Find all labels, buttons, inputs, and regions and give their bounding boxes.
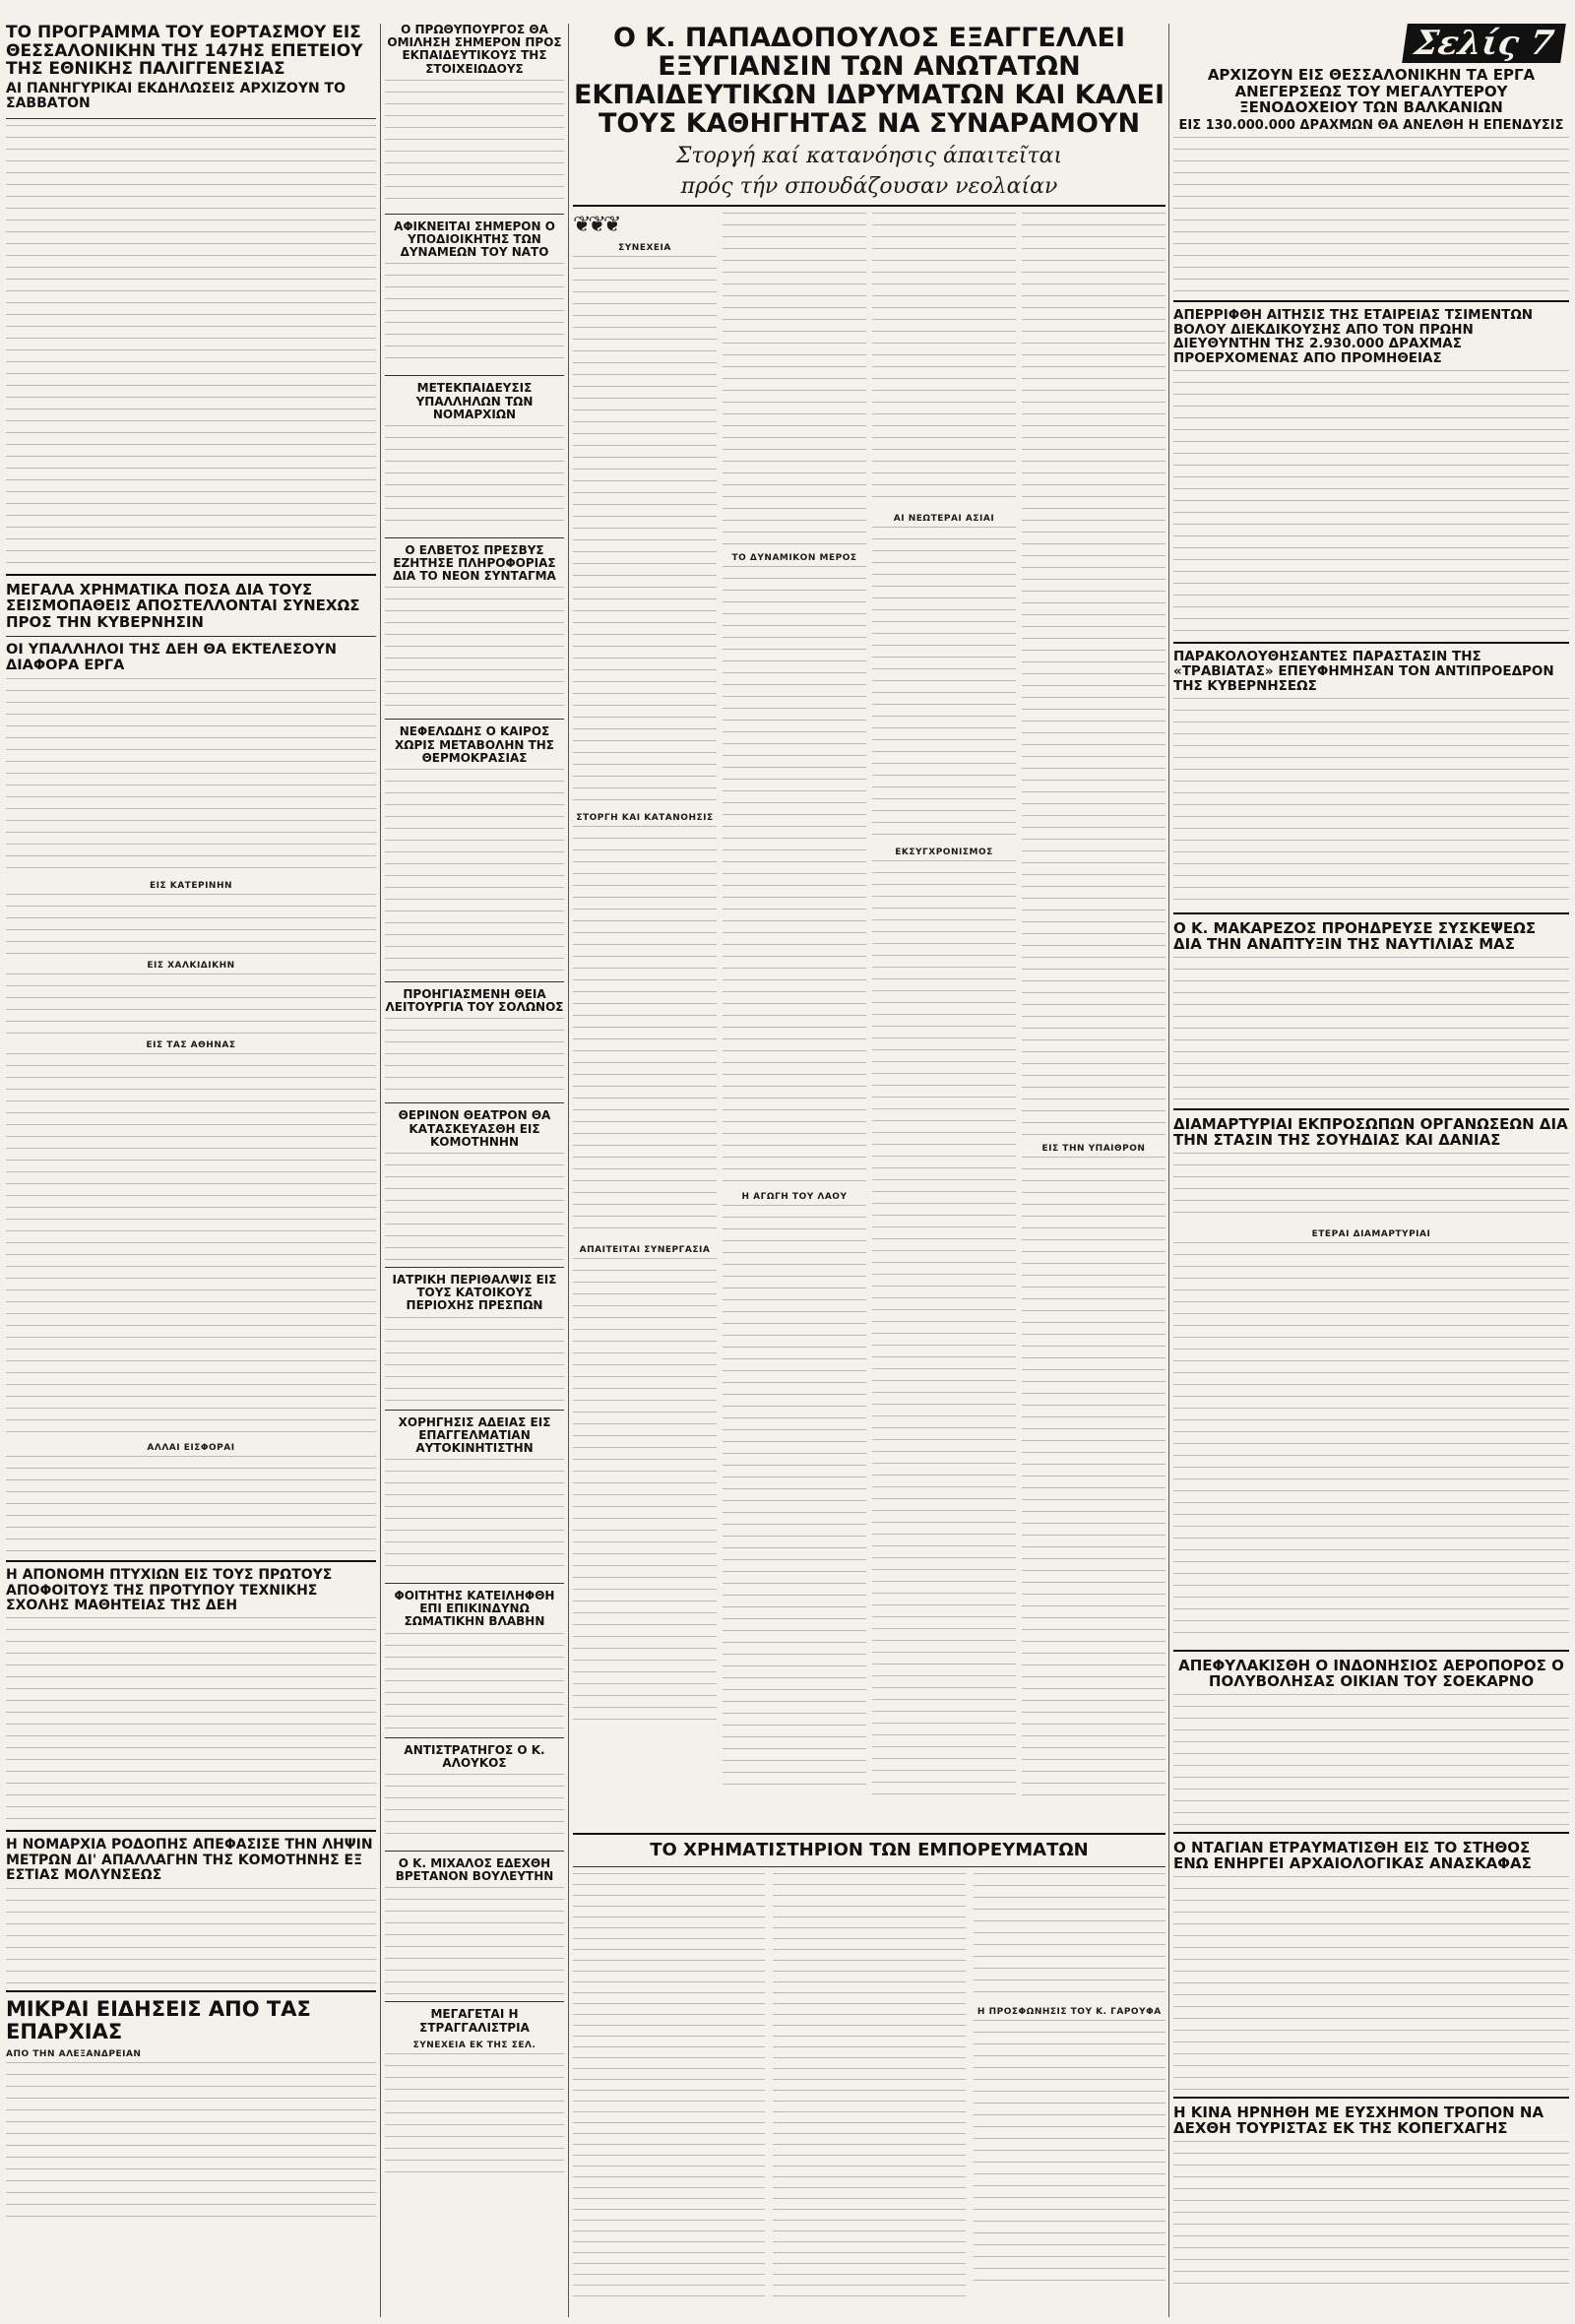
- section-label: ΕΙΣ ΤΑΣ ΑΘΗΝΑΣ: [146, 1040, 236, 1051]
- article-body: [385, 425, 564, 532]
- headline-province-news: ΜΙΚΡΑΙ ΕΙΔΗΣΕΙΣ ΑΠΟ ΤΑΣ ΕΠΑΡΧΙΑΣ: [6, 1996, 311, 2043]
- main-subcolumn: [723, 213, 866, 1827]
- article-body: [385, 80, 564, 208]
- headline-student-arrested: ΦΟΙΤΗΤΗΣ ΚΑΤΕΙΛΗΦΘΗ ΕΠΙ ΕΠΙΚΙΝΔΥΝΩ ΣΩΜΑΤΙΚΗΝ ΒΛΑΒΗΝ: [394, 1589, 555, 1629]
- section-label: ΑΛΛΑΙ ΕΙΣΦΟΡΑΙ: [147, 1443, 235, 1454]
- article-body: [573, 1258, 717, 1721]
- main-subcolumn: [573, 213, 717, 1827]
- section-label: ΑΙ ΝΕΩΤΕΡΑΙ ΑΣΙΑΙ: [893, 514, 995, 524]
- headline-indonesian-pilot: ΑΠΕΦΥΛΑΚΙΣΘΗ Ο ΙΝΔΟΝΗΣΙΟΣ ΑΕΡΟΠΟΡΟΣ Ο ΠΟΛΥΒΟΛΗΣΑΣ ΟΙΚΙΑΝ ΤΟΥ ΣΟΕΚΑΡΝΟ: [1178, 1656, 1564, 1691]
- article-body: [385, 587, 564, 713]
- headline-rodopi-measures: Η ΝΟΜΑΡΧΙΑ ΡΟΔΟΠΗΣ ΑΠΕΦΑΣΙΣΕ ΤΗΝ ΛΗΨΙΝ ΜΕΤΡΩΝ ΔΙ' ΑΠΑΛΛΑΓΗΝ ΤΗΣ ΚΟΜΟΤΗΝΗΣ ΕΞ ΕΣΤΙΑΣ ΜΟΛΥΝΣΕΩΣ: [6, 1837, 373, 1884]
- article-body: [385, 1774, 564, 1845]
- column-rule: [568, 24, 569, 2317]
- headline-liturgy: ΠΡΟΗΓΙΑΣΜΕΝΗ ΘΕΙΑ ΛΕΙΤΟΥΡΓΙΑ ΤΟΥ ΣΟΛΩΝΟΣ: [385, 987, 564, 1015]
- article-body: [723, 213, 866, 547]
- article-body: [1173, 1153, 1569, 1224]
- headline-nato-deputy: ΑΦΙΚΝΕΙΤΑΙ ΣΗΜΕΡΟΝ Ο ΥΠΟΔΙΟΙΚΗΤΗΣ ΤΩΝ ΔΥΝΑΜΕΩΝ ΤΟΥ ΝΑΤΟ: [394, 219, 555, 260]
- headline-deh-works: ΟΙ ΥΠΑΛΛΗΛΟΙ ΤΗΣ ΔΕΗ ΘΑ ΕΚΤΕΛΕΣΟΥΝ ΔΙΑΦΟΡΑ ΕΡΓΑ: [6, 642, 338, 674]
- section-label: ΣΥΝΕΧΕΙΑ ΕΚ ΤΗΣ ΣΕΛ.: [412, 2040, 536, 2050]
- main-headline: Ο Κ. ΠΑΠΑΔΟΠΟΥΛΟΣ ΕΞΑΓΓΕΛΛΕΙ ΕΞΥΓΙΑΝΣΙΝ ΤΩΝ ΑΝΩΤΑΤΩΝ ΕΚΠΑΙΔΕΥΤΙΚΩΝ ΙΔΡΥΜΑΤΩΝ ΚΑΙ ΚΑΛΕΙ ΤΟΥΣ ΚΑΘΗΓΗΤΑΣ ΝΑ ΣΥΝΑΡΑΜΟΥΝ: [573, 24, 1165, 139]
- main-subcolumn: [872, 213, 1016, 1827]
- ornament-icon: ❦❦❦: [573, 213, 619, 237]
- headline-traviata: ΠΑΡΑΚΟΛΟΥΘΗΣΑΝΤΕΣ ΠΑΡΑΣΤΑΣΙΝ ΤΗΣ «ΤΡΑΒΙΑΤΑΣ» ΕΠΕΥΦΗΜΗΣΑΝ ΤΟΝ ΑΝΤΙΠΡΟΕΔΡΟΝ ΤΗΣ ΚΥΒΕΡΝΗΣΕΩΣ: [1173, 649, 1554, 694]
- headline-cement-company: ΑΠΕΡΡΙΦΘΗ ΑΙΤΗΣΙΣ ΤΗΣ ΕΤΑΙΡΕΙΑΣ ΤΣΙΜΕΝΤΩΝ ΒΟΛΟΥ ΔΙΕΚΔΙΚΟΥΣΗΣ ΑΠΟ ΤΟΝ ΠΡΩΗΝ ΔΙΕΥΘΥΝΤΗΝ ΤΗΣ 2.930.000 ΔΡΑΧΜΑΣ ΠΡΟΕΡΧΟΜΕΝΑΣ ΑΠΟ ΠΡΟΜΗΘΕΙΑΣ: [1173, 306, 1534, 367]
- article-body: [385, 2053, 564, 2181]
- article-body: [872, 527, 1016, 842]
- article-body: [723, 1205, 866, 1795]
- article-body: [872, 860, 1016, 1805]
- section-label: ΕΤΕΡΑΙ ΔΙΑΜΑΡΤΥΡΙΑΙ: [1311, 1228, 1431, 1239]
- article-body: [6, 2062, 376, 2220]
- article-body: [1173, 957, 1569, 1102]
- article-body: [385, 1317, 564, 1404]
- column-left: [6, 24, 376, 2317]
- article-body: [723, 566, 866, 1186]
- headline-deh-school-diplomas: Η ΑΠΟΝΟΜΗ ΠΤΥΧΙΩΝ ΕΙΣ ΤΟΥΣ ΠΡΩΤΟΥΣ ΑΠΟΦΟΙΤΟΥΣ ΤΗΣ ΠΡΟΤΥΠΟΥ ΤΕΧΝΙΚΗΣ ΣΧΟΛΗΣ ΜΑΘΗΤΕΙΑΣ ΤΗΣ ΔΕΗ: [6, 1567, 333, 1613]
- main-subheadline-1: Στοργή καί κατανόησις άπαιτεῖται: [675, 144, 1063, 168]
- article-body: [6, 1888, 376, 1984]
- headline-license: ΧΟΡΗΓΗΣΙΣ ΑΔΕΙΑΣ ΕΙΣ ΕΠΑΓΓΕΛΜΑΤΙΑΝ ΑΥΤΟΚΙΝΗΤΙΣΤΗΝ: [398, 1414, 551, 1455]
- article-body: [573, 256, 717, 807]
- article-body: [6, 1053, 376, 1437]
- headline-pm-speech: Ο ΠΡΩΘΥΠΟΥΡΓΟΣ ΘΑ ΟΜΙΛΗΣΗ ΣΗΜΕΡΟΝ ΠΡΟΣ ΕΚΠΑΙΔΕΥΤΙΚΟΥΣ ΤΗΣ ΣΤΟΙΧΕΙΩΔΟΥΣ: [387, 24, 562, 76]
- column-rule: [1168, 24, 1169, 2317]
- article-body: [1173, 1694, 1569, 1826]
- main-story: [573, 24, 1166, 2317]
- article-body: [385, 1633, 564, 1731]
- article-body: [385, 769, 564, 975]
- section-label: ΑΠΑΙΤΕΙΤΑΙ ΣΥΝΕΡΓΑΣΙΑ: [579, 1245, 711, 1255]
- headline-hotel: ΑΡΧΙΖΟΥΝ ΕΙΣ ΘΕΣΣΑΛΟΝΙΚΗΝ ΤΑ ΕΡΓΑ ΑΝΕΓΕΡΣΕΩΣ ΤΟΥ ΜΕΓΑΛΥΤΕΡΟΥ ΞΕΝΟΔΟΧΕΙΟΥ ΤΩΝ ΒΑΛΚΑΝΙΩΝ: [1207, 66, 1536, 116]
- headline-hotel-sub: ΕΙΣ 130.000.000 ΔΡΑΧΜΩΝ ΘΑ ΑΝΕΛΘΗ Η ΕΠΕΝΔΥΣΙΣ: [1178, 117, 1564, 133]
- market-column: [773, 1873, 965, 2296]
- article-body: [385, 1459, 564, 1577]
- article-body: [6, 678, 376, 875]
- headline-china-tourists: Η ΚΙΝΑ ΗΡΝΗΘΗ ΜΕ ΕΥΣΧΗΜΟΝ ΤΡΟΠΟΝ ΝΑ ΔΕΧΘΗ ΤΟΥΡΙΣΤΑΣ ΕΚ ΤΗΣ ΚΟΠΕΓΧΑΓΗΣ: [1173, 2103, 1544, 2138]
- headline-lt-general: ΑΝΤΙΣΤΡΑΤΗΓΟΣ Ο Κ. ΑΛΟΥΚΟΣ: [404, 1742, 545, 1770]
- market-column: [573, 1873, 765, 2296]
- main-subheadline-2: πρός τήν σπουδάζουσαν νεολαίαν: [680, 174, 1058, 199]
- market-report: [573, 1873, 1166, 2296]
- section-label: ΕΚΣΥΓΧΡΟΝΙΣΜΟΣ: [895, 848, 993, 857]
- headline-shipping: Ο Κ. ΜΑΚΑΡΕΖΟΣ ΠΡΟΗΔΡΕΥΣΕ ΣΥΣΚΕΨΕΩΣ ΔΙΑ ΤΗΝ ΑΝΑΠΤΥΞΙΝ ΤΗΣ ΝΑΥΤΙΛΙΑΣ ΜΑΣ: [1173, 918, 1537, 954]
- column-rule: [380, 24, 381, 2317]
- section-label: ΕΙΣ ΚΑΤΕΡΙΝΗΝ: [149, 881, 233, 892]
- article-body: [385, 1018, 564, 1097]
- section-label: ΣΤΟΡΓΗ ΚΑΙ ΚΑΤΑΝΟΗΣΙΣ: [576, 813, 714, 823]
- article-body: [6, 974, 376, 1035]
- main-subcolumn: [1022, 213, 1166, 1827]
- headline-weather: ΝΕΦΕΛΩΔΗΣ Ο ΚΑΙΡΟΣ ΧΩΡΙΣ ΜΕΤΑΒΟΛΗΝ ΤΗΣ ΘΕΡΜΟΚΡΑΣΙΑΣ: [394, 724, 555, 765]
- headline-dayan: Ο ΝΤΑΓΙΑΝ ΕΤΡΑΥΜΑΤΙΣΘΗ ΕΙΣ ΤΟ ΣΤΗΘΟΣ ΕΝΩ ΕΝΗΡΓΕΙ ΑΡΧΑΙΟΛΟΓΙΚΑΣ ΑΝΑΣΚΑΦΑΣ: [1173, 1838, 1532, 1873]
- section-label: ΕΙΣ ΤΗΝ ΥΠΑΙΘΡΟΝ: [1041, 1144, 1146, 1154]
- headline-festival-sub: ΑΙ ΠΑΝΗΓΥΡΙΚΑΙ ΕΚΔΗΛΩΣΕΙΣ ΑΡΧΙΖΟΥΝ ΤΟ ΣΑΒΒΑΤΟΝ: [6, 81, 346, 112]
- article-body: [872, 213, 1016, 508]
- headline-michalos-mp: Ο Κ. ΜΙΧΑΛΟΣ ΕΔΕΧΘΗ ΒΡΕΤΑΝΟΝ ΒΟΥΛΕΥΤΗΝ: [395, 1856, 554, 1884]
- page-number-box: [1173, 24, 1569, 63]
- article-body: [1173, 370, 1569, 636]
- headline-festival-program: ΤΟ ΠΡΟΓΡΑΜΜΑ ΤΟΥ ΕΟΡΤΑΣΜΟΥ ΕΙΣ ΘΕΣΣΑΛΟΝΙΚΗΝ ΤΗΣ 147ΗΣ ΕΠΕΤΕΙΟΥ ΤΗΣ ΕΘΝΙΚΗΣ ΠΑΛΙΓΓΕΝΕΣΙΑΣ: [6, 24, 363, 80]
- main-story-columns: [573, 213, 1166, 1827]
- headline-earthquake-funds: ΜΕΓΑΛΑ ΧΡΗΜΑΤΙΚΑ ΠΟΣΑ ΔΙΑ ΤΟΥΣ ΣΕΙΣΜΟΠΑΘΕΙΣ ΑΠΟΣΤΕΛΛΟΝΤΑΙ ΣΥΝΕΧΩΣ ΠΡΟΣ ΤΗΝ ΚΥΒΕΡΝΗΣΙΝ: [6, 580, 360, 631]
- headline-medical-care: ΙΑΤΡΙΚΗ ΠΕΡΙΘΑΛΨΙΣ ΕΙΣ ΤΟΥΣ ΚΑΤΟΙΚΟΥΣ ΠΕΡΙΟΧΗΣ ΠΡΕΣΠΩΝ: [392, 1272, 557, 1313]
- article-body: [1173, 1242, 1569, 1644]
- article-body: [6, 894, 376, 955]
- article-body: [1173, 2141, 1569, 2289]
- article-body: [385, 1153, 564, 1261]
- headline-prefecture-training: ΜΕΤΕΚΠΑΙΔΕΥΣΙΣ ΥΠΑΛΛΗΛΩΝ ΤΩΝ ΝΟΜΑΡΧΙΩΝ: [415, 381, 534, 421]
- article-body: [1022, 213, 1166, 1138]
- market-column: [974, 1873, 1166, 2296]
- headline-summer-theater: ΘΕΡΙΝΟΝ ΘΕΑΤΡΟΝ ΘΑ ΚΑΤΑΣΚΕΥΑΣΘΗ ΕΙΣ ΚΟΜΟΤΗΝΗΝ: [398, 1108, 551, 1149]
- section-label: ΕΙΣ ΧΑΛΚΙΔΙΚΗΝ: [147, 961, 235, 972]
- article-body: [6, 1617, 376, 1824]
- section-label: Η ΑΓΩΓΗ ΤΟΥ ΛΑΟΥ: [741, 1192, 848, 1202]
- article-body: [573, 826, 717, 1239]
- article-body: [385, 1887, 564, 1995]
- article-body: [1173, 1876, 1569, 2091]
- section-label: ΣΥΝΕΧΕΙΑ: [618, 243, 671, 253]
- section-label: ΑΠΟ ΤΗΝ ΑΛΕΞΑΝΔΡΕΙΑΝ: [6, 2048, 142, 2059]
- article-body: [6, 125, 376, 568]
- section-label: Η ΠΡΟΣΦΩΝΗΣΙΣ ΤΟΥ Κ. ΓΑΡΟΥΦΑ: [976, 2006, 1162, 2017]
- column-second: [385, 24, 564, 2317]
- section-label: ΤΟ ΔΥΝΑΜΙΚΟΝ ΜΕΡΟΣ: [731, 553, 857, 563]
- headline-protests: ΔΙΑΜΑΡΤΥΡΙΑΙ ΕΚΠΡΟΣΩΠΩΝ ΟΡΓΑΝΩΣΕΩΝ ΔΙΑ ΤΗΝ ΣΤΑΣΙΝ ΤΗΣ ΣΟΥΗΔΙΑΣ ΚΑΙ ΔΑΝΙΑΣ: [1173, 1114, 1568, 1150]
- article-body: [385, 263, 564, 369]
- headline-strangler: ΜΕΓΑΓΕΤΑΙ Η ΣΤΡΑΓΓΑΛΙΣΤΡΙΑ: [419, 2007, 530, 2035]
- article-body: [1022, 1157, 1166, 1796]
- headline-swiss-ambassador: Ο ΕΛΒΕΤΟΣ ΠΡΕΣΒΥΣ ΕΖΗΤΗΣΕ ΠΛΗΡΟΦΟΡΙΑΣ ΔΙΑ ΤΟ ΝΕΟΝ ΣΥΝΤΑΓΜΑ: [393, 542, 556, 584]
- column-right: [1173, 24, 1569, 2317]
- article-body: [1173, 698, 1569, 907]
- page-number-logo: Σελίς 7: [1402, 24, 1566, 63]
- article-body: [6, 1456, 376, 1554]
- article-body: [1173, 137, 1569, 294]
- market-headline: ΤΟ ΧΡΗΜΑΤΙΣΤΗΡΙΟΝ ΤΩΝ ΕΜΠΟΡΕΥΜΑΤΩΝ: [650, 1840, 1089, 1860]
